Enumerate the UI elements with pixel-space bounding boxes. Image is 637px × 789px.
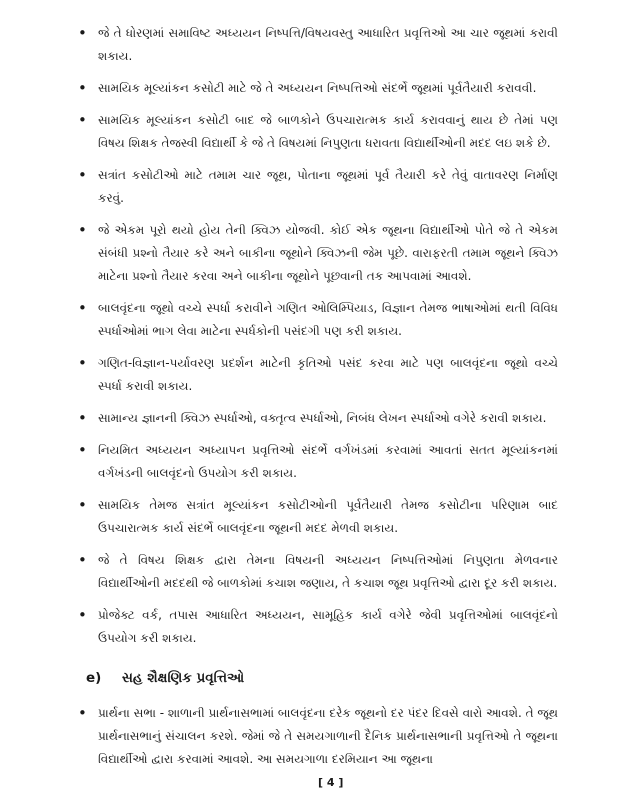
section-heading xyxy=(86,670,244,686)
bullet-item: • ગણિત-વિજ્ઞાન-પર્યાવરણ પ્રદર્શન માટેની કૃતિઓ પસંદ કરવા માટે પણ બાલવૃંદના જૂથો વચ્ચે સ્પર્ધા કરાવી શકાય. xyxy=(78,352,558,398)
section-bullet-list xyxy=(78,702,558,780)
bullet-item: • પ્રોજેક્ટ વર્ક, તપાસ આધારિત અધ્યયન, સામૂહિક કાર્ય વગેરે જેવી પ્રવૃત્તિઓમાં બાલવૃંદનો ઉપયોગ કરી શકાય. xyxy=(78,604,558,650)
bullet-item: • જે તે ધોરણમાં સમાવિષ્ટ અધ્યયન નિષ્પત્તિ/વિષયવસ્તુ આધારિત પ્રવૃત્તિઓ આ ચાર જૂથમાં કરાવી શકાય. xyxy=(78,22,558,68)
section-letter: e) xyxy=(86,670,102,686)
bullet-item: • નિયમિત અધ્યયન અધ્યાપન પ્રવૃત્તિઓ સંદર્ભે વર્ગખંડમાં કરવામાં આવતાં સતત મૂલ્યાંકનમાં વર્ગખંડની બાલવૃંદનો ઉપયોગ કરી શકાય. xyxy=(78,439,558,485)
section-title: સહ શૈક્ષણિક પ્રવૃત્તિઓ xyxy=(122,670,245,686)
bullet-list xyxy=(78,22,558,659)
bullet-item: • સામયિક મૂલ્યાંકન કસોટી માટે જે તે અધ્યયન નિષ્પત્તિઓ સંદર્ભે જૂથમાં પૂર્વતૈયારી કરાવવી. xyxy=(78,77,558,100)
bullet-item: • પ્રાર્થના સભા - શાળાની પ્રાર્થનાસભામાં બાલવૃંદના દરેક જૂથનો દર પંદર દિવસે વારો આવશે. તે જૂથ પ્રાર્થનાસભાનું સંચાલન કરશે. જેમાં જે તે સમયગાળાની દૈનિક પ્રાર્થનાસભાની પ્રવૃત્તિઓ તે જૂથના વિદ્યાર્થીઓ દ્વારા કરવામાં આવશે. આ સમયગાળા દરમિયાન આ જૂથના xyxy=(78,702,558,771)
bullet-item: • સામયિક મૂલ્યાંકન કસોટી બાદ જે બાળકોને ઉપચારાત્મક કાર્ય કરાવવાનું થાય છે તેમાં પણ વિષય શિક્ષક તેજસ્વી વિદ્યાર્થી કે જે તે વિષયમાં નિપુણતા ધરાવતા વિદ્યાર્થીઓની મદદ લઇ શકે છે. xyxy=(78,109,558,155)
bullet-item: • જે એકમ પૂરો થયો હોય તેની ક્વિઝ યોજવી. કોઈ એક જૂથના વિદ્યાર્થીઓ પોતે જે તે એકમ સંબંધી પ્રશ્નો તૈયાર કરે અને બાકીના જૂથોને ક્વિઝની જેમ પૂછે. વારાફરતી તમામ જૂથને ક્વિઝ માટેના પ્રશ્નો તૈયાર કરવા અને બાકીના જૂથોને પૂછવાની તક આપવામાં આવશે. xyxy=(78,219,558,288)
bullet-item: • સામાન્ય જ્ઞાનની ક્વિઝ સ્પર્ધાઓ, વક્તૃત્વ સ્પર્ધાઓ, નિબંધ લેખન સ્પર્ધાઓ વગેરે કરાવી શકાય. xyxy=(78,407,558,430)
page-number: [ 4 ] xyxy=(318,776,344,789)
bullet-item: • બાલવૃંદના જૂથો વચ્ચે સ્પર્ધા કરાવીને ગણિત ઓલિમ્પિયાડ, વિજ્ઞાન તેમજ ભાષાઓમાં થતી વિવિધ સ્પર્ધાઓમાં ભાગ લેવા માટેના સ્પર્ધકોની પસંદગી પણ કરી શકાય. xyxy=(78,297,558,343)
bullet-item: • સામયિક તેમજ સત્રાંત મૂલ્યાંકન કસોટીઓની પૂર્વતૈયારી તેમજ કસોટીના પરિણામ બાદ ઉપચારાત્મક કાર્ય સંદર્ભે બાલવૃંદના જૂથની મદદ મેળવી શકાય. xyxy=(78,494,558,540)
bullet-item: • સત્રાંત કસોટીઓ માટે તમામ ચાર જૂથ, પોતાના જૂથમાં પૂર્વ તૈયારી કરે તેવું વાતાવરણ નિર્માણ કરવું. xyxy=(78,164,558,210)
bullet-item: • જે તે વિષય શિક્ષક દ્વારા તેમના વિષયની અધ્યયન નિષ્પત્તિઓમાં નિપુણતા મેળવનાર વિદ્યાર્થીઓની મદદથી જે બાળકોમાં કચાશ જણાય, તે કચાશ જૂથ પ્રવૃત્તિઓ દ્વારા દૂર કરી શકાય. xyxy=(78,549,558,595)
